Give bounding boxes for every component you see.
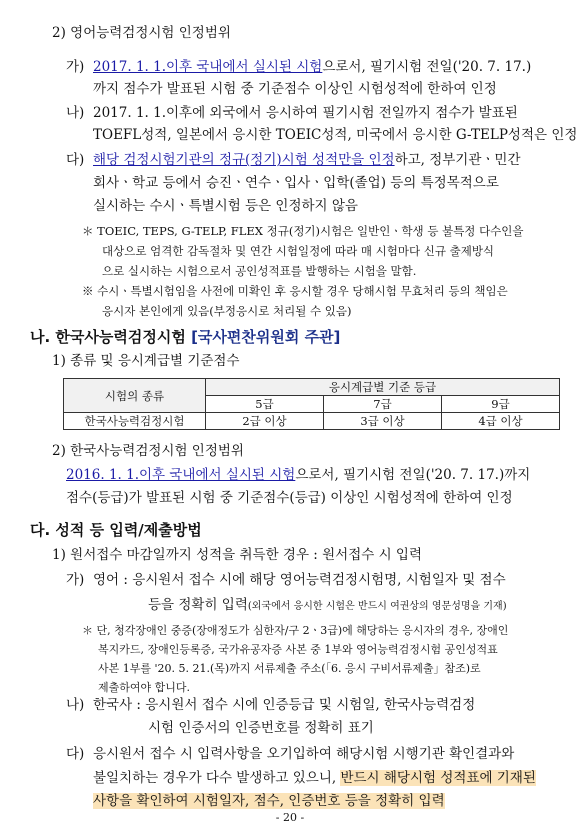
c-ga-line2-main: 등을 정확히 입력 (148, 597, 248, 613)
korean-history-range-line2: 점수(등급)가 발표된 시험 중 기준점수(등급) 이상인 시험성적에 한하여 인정 (66, 490, 513, 506)
korean-history-range-title: 2) 한국사능력검정시험 인정범위 (52, 443, 244, 459)
korean-history-range-underlined: 2016. 1. 1.이후 국내에서 실시된 시험 (66, 467, 296, 483)
item-da-line2: 회사ㆍ학교 등에서 승진ㆍ연수ㆍ입사ㆍ입학(졸업) 등의 특정목적으로 (93, 175, 499, 191)
section-heading-submission: 다. 성적 등 입력/제출방법 (30, 521, 202, 539)
item-da-line3: 실시하는 수시ㆍ특별시험 등은 인정하지 않음 (93, 198, 358, 214)
item-na-marker: 나) (66, 105, 85, 121)
grade-table-grade-head: 응시계급별 기준 등급 (206, 379, 560, 396)
item-da-marker: 다) (66, 152, 85, 168)
note1-line1: ＊ TOEIC, TEPS, G-TELP, FLEX 정규(정기)시험은 일반인ㆍ학생 등 불특정 다수인을 (82, 224, 524, 238)
section-title-english-range: 2) 영어능력검정시험 인정범위 (52, 25, 231, 41)
c-na-marker: 나) (66, 697, 85, 713)
item-na-line1: 2017. 1. 1.이후에 외국에서 응시하여 필기시험 전일까지 점수가 발표된 (93, 105, 518, 121)
grade-table-grade-9: 9급 (442, 396, 560, 413)
grade-table-grade-5: 5급 (206, 396, 324, 413)
note2-line1: ※ 수시ㆍ특별시험임을 사전에 미확인 후 응시할 경우 당해시험 무효처리 등의 책임은 (82, 284, 508, 298)
c-da-marker: 다) (66, 746, 85, 762)
section-heading-korean-history-sub: [국사편찬위원회 주관] (191, 328, 341, 346)
item-da-line1 (93, 151, 521, 169)
c-ga-line1: 영어 : 응시원서 접수 시에 해당 영어능력검정시험명, 시험일자 및 점수 (93, 572, 506, 588)
grade-table-grade-7: 7급 (324, 396, 442, 413)
item-da-underlined: 해당 검정시험기관의 정규(정기)시험 성적만을 인정 (93, 152, 395, 168)
c-da-line3-highlight: 사항을 확인하여 시험일자, 점수, 인증번호 등을 정확히 입력 (93, 793, 445, 809)
c-note-line1: ＊ 단, 청각장애인 중증(장애정도가 심한자/구 2ㆍ3급)에 해당하는 응시자의 경우, 장애인 (82, 624, 509, 637)
c-da-line3 (93, 792, 445, 810)
c-da-line2 (93, 769, 536, 787)
c-note-line4: 제출하여야 합니다. (98, 681, 191, 694)
grade-table-value-7: 3급 이상 (324, 413, 442, 430)
c-ga-line2-note: (외국에서 응시한 시험은 반드시 여권상의 영문성명을 기재) (247, 601, 507, 612)
note1-line3: 으로 실시하는 시험으로서 공인성적표를 발행하는 시험을 말함. (102, 264, 417, 278)
item-ga-marker: 가) (66, 59, 85, 75)
c-na-line2: 시험 인증서의 인증번호를 정확히 표기 (148, 720, 374, 736)
grade-table (63, 378, 560, 430)
section-heading-korean-history (30, 326, 340, 347)
grade-table-col-head: 시험의 종류 (64, 379, 206, 413)
korean-history-grade-title: 1) 종류 및 응시계급별 기준점수 (52, 353, 240, 369)
c-ga-marker: 가) (66, 572, 85, 588)
c-da-line2-highlight: 반드시 해당시험 성적표에 기재된 (340, 770, 536, 786)
korean-history-range-line1 (66, 466, 530, 484)
grade-table-row-name: 한국사능력검정시험 (64, 413, 206, 430)
c-note-line3: 사본 1부를 '20. 5. 21.(목)까지 서류제출 주소(「6. 응시 구비서류제출」참조)로 (98, 662, 481, 675)
c-ga-line2 (148, 596, 507, 616)
item-na-line2: TOEFL성적, 일본에서 응시한 TOEIC성적, 미국에서 응시한 G-TELP성적은 인정 (93, 127, 578, 143)
section-heading-korean-history-title: 나. 한국사능력검정시험 (30, 328, 186, 346)
item-ga-rest: 으로서, 필기시험 전일('20. 7. 17.) (322, 59, 532, 75)
c-da-line2-plain: 불일치하는 경우가 다수 발생하고 있으니, (93, 770, 337, 786)
grade-table-value-9: 4급 이상 (442, 413, 560, 430)
item-ga-underlined: 2017. 1. 1.이후 국내에서 실시된 시험 (93, 59, 323, 75)
page-number: - 20 - (275, 811, 305, 824)
item-ga-line2: 까지 점수가 발표된 시험 중 기준점수 이상인 시험성적에 한하여 인정 (93, 81, 497, 97)
c-note-line2: 복지카드, 장애인등록증, 국가유공자증 사본 중 1부와 영어능력검정시험 공인성적표 (98, 643, 498, 656)
note2-line2: 응시자 본인에게 있음(부정응시로 처리될 수 있음) (102, 304, 352, 318)
grade-table-value-5: 2급 이상 (206, 413, 324, 430)
submission-title-1: 1) 원서접수 마감일까지 성적을 취득한 경우 : 원서접수 시 입력 (52, 547, 423, 563)
c-na-line1: 한국사 : 응시원서 접수 시에 인증등급 및 시험일, 한국사능력검정 (93, 697, 476, 713)
item-da-rest: 하고, 정부기관ㆍ민간 (394, 152, 521, 168)
item-ga-line1 (93, 58, 531, 76)
korean-history-range-rest: 으로서, 필기시험 전일('20. 7. 17.)까지 (295, 467, 531, 483)
c-da-line1: 응시원서 접수 시 입력사항을 오기입하여 해당시험 시행기관 확인결과와 (93, 746, 515, 762)
note1-line2: 대상으로 엄격한 감독절차 및 연간 시험일정에 따라 매 시험마다 신규 출제방식 (102, 244, 495, 258)
